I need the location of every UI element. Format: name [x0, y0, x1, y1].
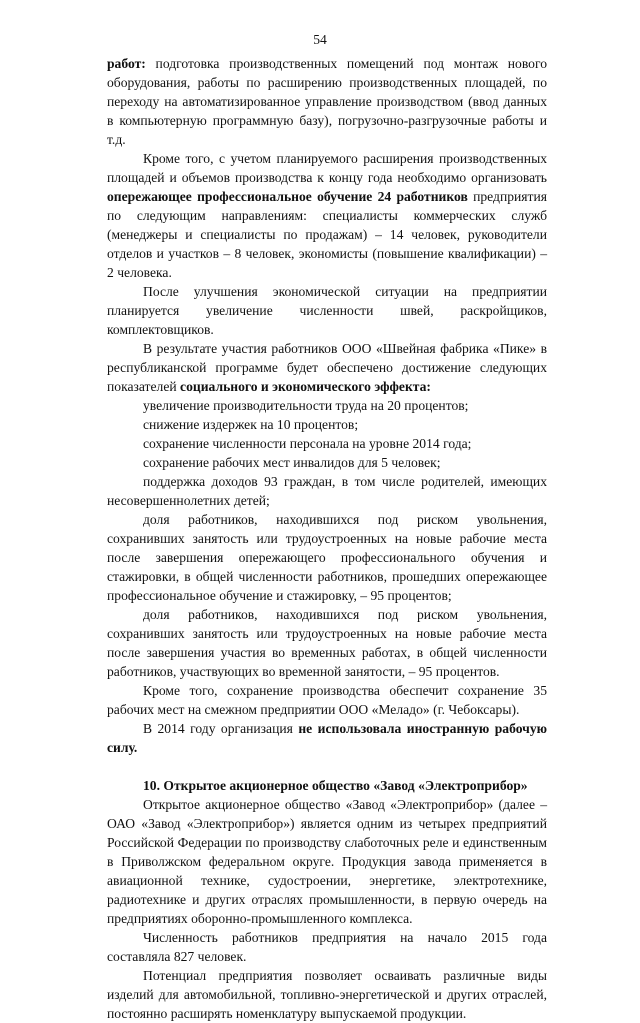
list-item: сохранение численности персонала на уровне 2014 года; [143, 436, 472, 451]
bold-phrase: социального и экономического эффекта: [180, 379, 431, 394]
paragraph-staff-increase: После улучшения экономической ситуации на предприятии планируется увеличение численности швей, раскройщиков, комплектовщиков. [107, 284, 547, 337]
section-heading: 10. Открытое акционерное общество «Завод «Электроприбор» [143, 778, 528, 793]
list-item: сохранение рабочих мест инвалидов для 5 человек; [143, 455, 441, 470]
paragraph-potential: Потенциал предприятия позволяет осваивать различные виды изделий для автомобильной, топливно-энергетической и других отраслей, постоянно расширять номенклатуру выпускаемой продукции. [107, 968, 547, 1021]
paragraph-company-intro: Открытое акционерное общество «Завод «Электроприбор» (далее – ОАО «Завод «Электроприбор») является одним из четырех предприятий Российской Федерации по производству слаботочных реле и единственным в Приволжском федеральном округе. Продукция завода применяется в авиационной технике, судостроении, энергетике, электротехнике, радиотехнике и других отраслях промышленности, в первую очередь на предприятиях оборонно-промышленного комплекса. [107, 797, 547, 926]
paragraph-training [107, 149, 547, 282]
list-item: доля работников, находившихся под риском увольнения, сохранивших занятость или трудоустроенных на новые рабочие места после завершения опережающего профессионального обучения и стажировки, в общей численности работников, прошедших опережающее профессиональное обучение и стажировку, – 95 процентов; [107, 512, 547, 603]
paragraph-text: предприятия по следующим направлениям: специалисты коммерческих служб (менеджеры и специалисты по продажам) – 14 человек, руководители отделов и участков – 8 человек, экономисты (повышение квалификации) – 2 человека. [107, 189, 548, 280]
list-item: увеличение производительности труда на 20 процентов; [143, 398, 469, 413]
paragraph-works [107, 54, 547, 149]
paragraph-adjacent-jobs: Кроме того, сохранение производства обеспечит сохранение 35 рабочих мест на смежном предприятии ООО «Меладо» (г. Чебоксары). [107, 683, 547, 717]
paragraph-headcount: Численность работников предприятия на начало 2015 года составляла 827 человек. [107, 930, 547, 964]
bold-phrase: работ: [107, 56, 146, 71]
page-number: 54 [313, 32, 327, 47]
list-item: снижение издержек на 10 процентов; [143, 417, 359, 432]
paragraph-text: В результате участия работников ООО «Швейная фабрика «Пике» в республиканской программе будет обеспечено достижение следующих показателей [107, 341, 547, 394]
list-item: поддержка доходов 93 граждан, в том числе родителей, имеющих несовершеннолетних детей; [107, 474, 547, 508]
paragraph-text: В 2014 году организация [143, 721, 299, 736]
list-item: доля работников, находившихся под риском увольнения, сохранивших занятость или трудоустроенных на новые рабочие места после завершения участия во временных работах, в общей численности работников, участвующих во временной занятости, – 95 процентов. [107, 607, 547, 679]
bold-phrase: опережающее профессиональное обучение 24 работников [107, 189, 468, 204]
paragraph-results [107, 339, 547, 396]
paragraph-foreign-labor [107, 719, 547, 757]
bold-phrase: не использовала иностранную рабочую силу. [107, 721, 548, 755]
paragraph-text: подготовка производственных помещений под монтаж нового оборудования, работы по расширению производственных площадей, по переходу на автоматизированное управление производством (ввод данных в компьютерную программную базу), погрузочно-разгрузочные работы и т.д. [107, 56, 547, 147]
document-body [107, 54, 547, 1023]
paragraph-text: Кроме того, с учетом планируемого расширения производственных площадей и объемов производства к концу года необходимо организовать [107, 151, 547, 185]
